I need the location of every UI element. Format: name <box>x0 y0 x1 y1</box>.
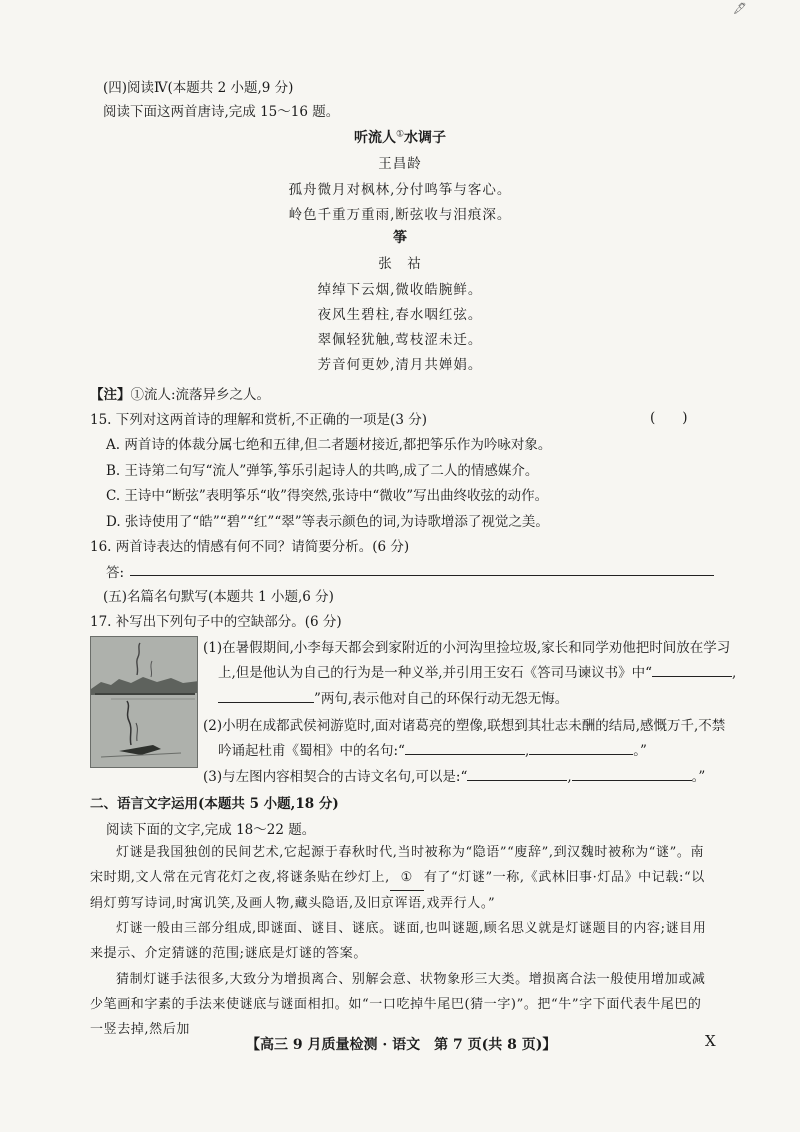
passage-paragraph-1: 灯谜是我国独创的民间艺术,它起源于春秋时代,当时被称为“隐语”“廋辞”,到汉魏时被称为“谜”。南宋时期,文人常在元宵花灯之夜,将谜条贴在纱灯上, ① 有了“灯谜”一称,《武林旧事·灯品》中记载:“以绢灯剪写诗词,时寓讥笑,及画人物,藏头隐语,及旧京诨语,戏弄行人。” <box>90 845 705 911</box>
q17-blank-3[interactable] <box>405 740 525 755</box>
section4-heading: (四)阅读Ⅳ(本题共 2 小题,9 分) <box>103 80 294 96</box>
footer-mark: X <box>705 1032 716 1050</box>
q15-option-b: B. 王诗第二句写“流人”弹筝,筝乐引起诗人的共鸣,成了二人的情感媒介。 <box>106 463 539 479</box>
q17-item1-line3: ”两句,表示他对自己的环保行动无怨无悔。 <box>218 687 568 707</box>
q15-option-a: A. 两首诗的体裁分属七绝和五律,但二者题材接近,都把筝乐作为吟咏对象。 <box>106 437 552 453</box>
poem2-line: 芳音何更妙,清月共婵娟。 <box>317 357 483 373</box>
passage-paragraph-2: 灯谜一般由三部分组成,即谜面、谜目、谜底。谜面,也叫谜题,顾名思义就是灯谜题目的内容;谜目用来提示、介定猜谜的范围;谜底是灯谜的答案。 <box>90 921 707 961</box>
poem2-author: 张 祜 <box>378 256 422 272</box>
q16-stem: 16. 两首诗表达的情感有何不同？请简要分析。(6 分) <box>90 539 410 555</box>
part2-heading: 二、语言文字运用(本题共 5 小题,18 分) <box>90 796 339 812</box>
poem-note: 【注】①流人:流落异乡之人。 <box>90 387 271 403</box>
q15-answer-paren: ( ) <box>650 410 688 426</box>
q17-blank-6[interactable] <box>572 766 692 781</box>
part2-intro: 阅读下面的文字,完成 18～22 题。 <box>106 822 316 838</box>
q16-answer-label: 答: <box>106 565 125 581</box>
passage-blank-1[interactable]: ① <box>390 865 424 891</box>
q17-item1-line1: (1)在暑假期间,小李每天都会到家附近的小河沟里捡垃圾,家长和同学劝他把时间放在学习 <box>203 640 731 656</box>
q17-item2-line1: (2)小明在成都武侯祠游览时,面对诸葛亮的塑像,联想到其壮志未酬的结局,感慨万千,不禁 <box>203 718 726 734</box>
q17-blank-4[interactable] <box>529 740 633 755</box>
page-footer: 【高三 9 月质量检测 · 语文 第 7 页(共 8 页)】 <box>246 1037 557 1053</box>
scan-corner-mark: 🖋 <box>733 2 747 15</box>
landscape-ink-painting <box>90 636 198 768</box>
poem2-line: 绰绰下云烟,微收皓腕鲜。 <box>317 282 483 298</box>
q17-item3: (3)与左图内容相契合的古诗文名句,可以是:“ , 。” <box>203 765 705 785</box>
poem2-line: 翠佩轻犹触,莺枝涩未迁。 <box>317 332 483 348</box>
q17-blank-2[interactable] <box>218 688 314 703</box>
q17-item2-line2: 吟诵起杜甫《蜀相》中的名句:“ , 。” <box>218 739 647 759</box>
poem1-line: 岭色千重万重雨,断弦收与泪痕深。 <box>288 207 512 223</box>
poem1-line: 孤舟微月对枫林,分付鸣筝与客心。 <box>288 182 512 198</box>
q17-stem: 17. 补写出下列句子中的空缺部分。(6 分) <box>90 614 342 630</box>
q15-option-d: D. 张诗使用了“皓”“碧”“红”“翠”等表示颜色的词,为诗歌增添了视觉之美。 <box>106 514 549 530</box>
section5-heading: (五)名篇名句默写(本题共 1 小题,6 分) <box>103 589 334 605</box>
q16-answer-line[interactable] <box>130 575 714 576</box>
q17-blank-5[interactable] <box>467 766 567 781</box>
poem2-title: 筝 <box>393 230 407 246</box>
q17-item1-line2: 上,但是他认为自己的行为是一种义举,并引用王安石《答司马谏议书》中“ , <box>218 661 736 681</box>
poem1-title: 听流人①水调子 <box>353 129 447 146</box>
poem1-author: 王昌龄 <box>378 156 422 172</box>
q15-option-c: C. 王诗中“断弦”表明筝乐“收”得突然,张诗中“微收”写出曲终收弦的动作。 <box>106 488 549 504</box>
poem2-line: 夜风生碧柱,春水咽红弦。 <box>317 307 483 323</box>
q15-stem: 15. 下列对这两首诗的理解和赏析,不正确的一项是(3 分) <box>90 412 427 428</box>
passage-paragraph-3: 猜制灯谜手法很多,大致分为增损离合、别解会意、状物象形三大类。增损离合法一般使用增加或减少笔画和字素的手法来使谜底与谜面相扣。如“一口吃掉牛尾巴(猜一字)”。把“牛”字下面代表牛尾巴的一竖去掉,然后加 <box>90 972 706 1037</box>
q17-blank-1[interactable] <box>652 662 732 677</box>
section4-intro: 阅读下面这两首唐诗,完成 15～16 题。 <box>103 104 340 120</box>
